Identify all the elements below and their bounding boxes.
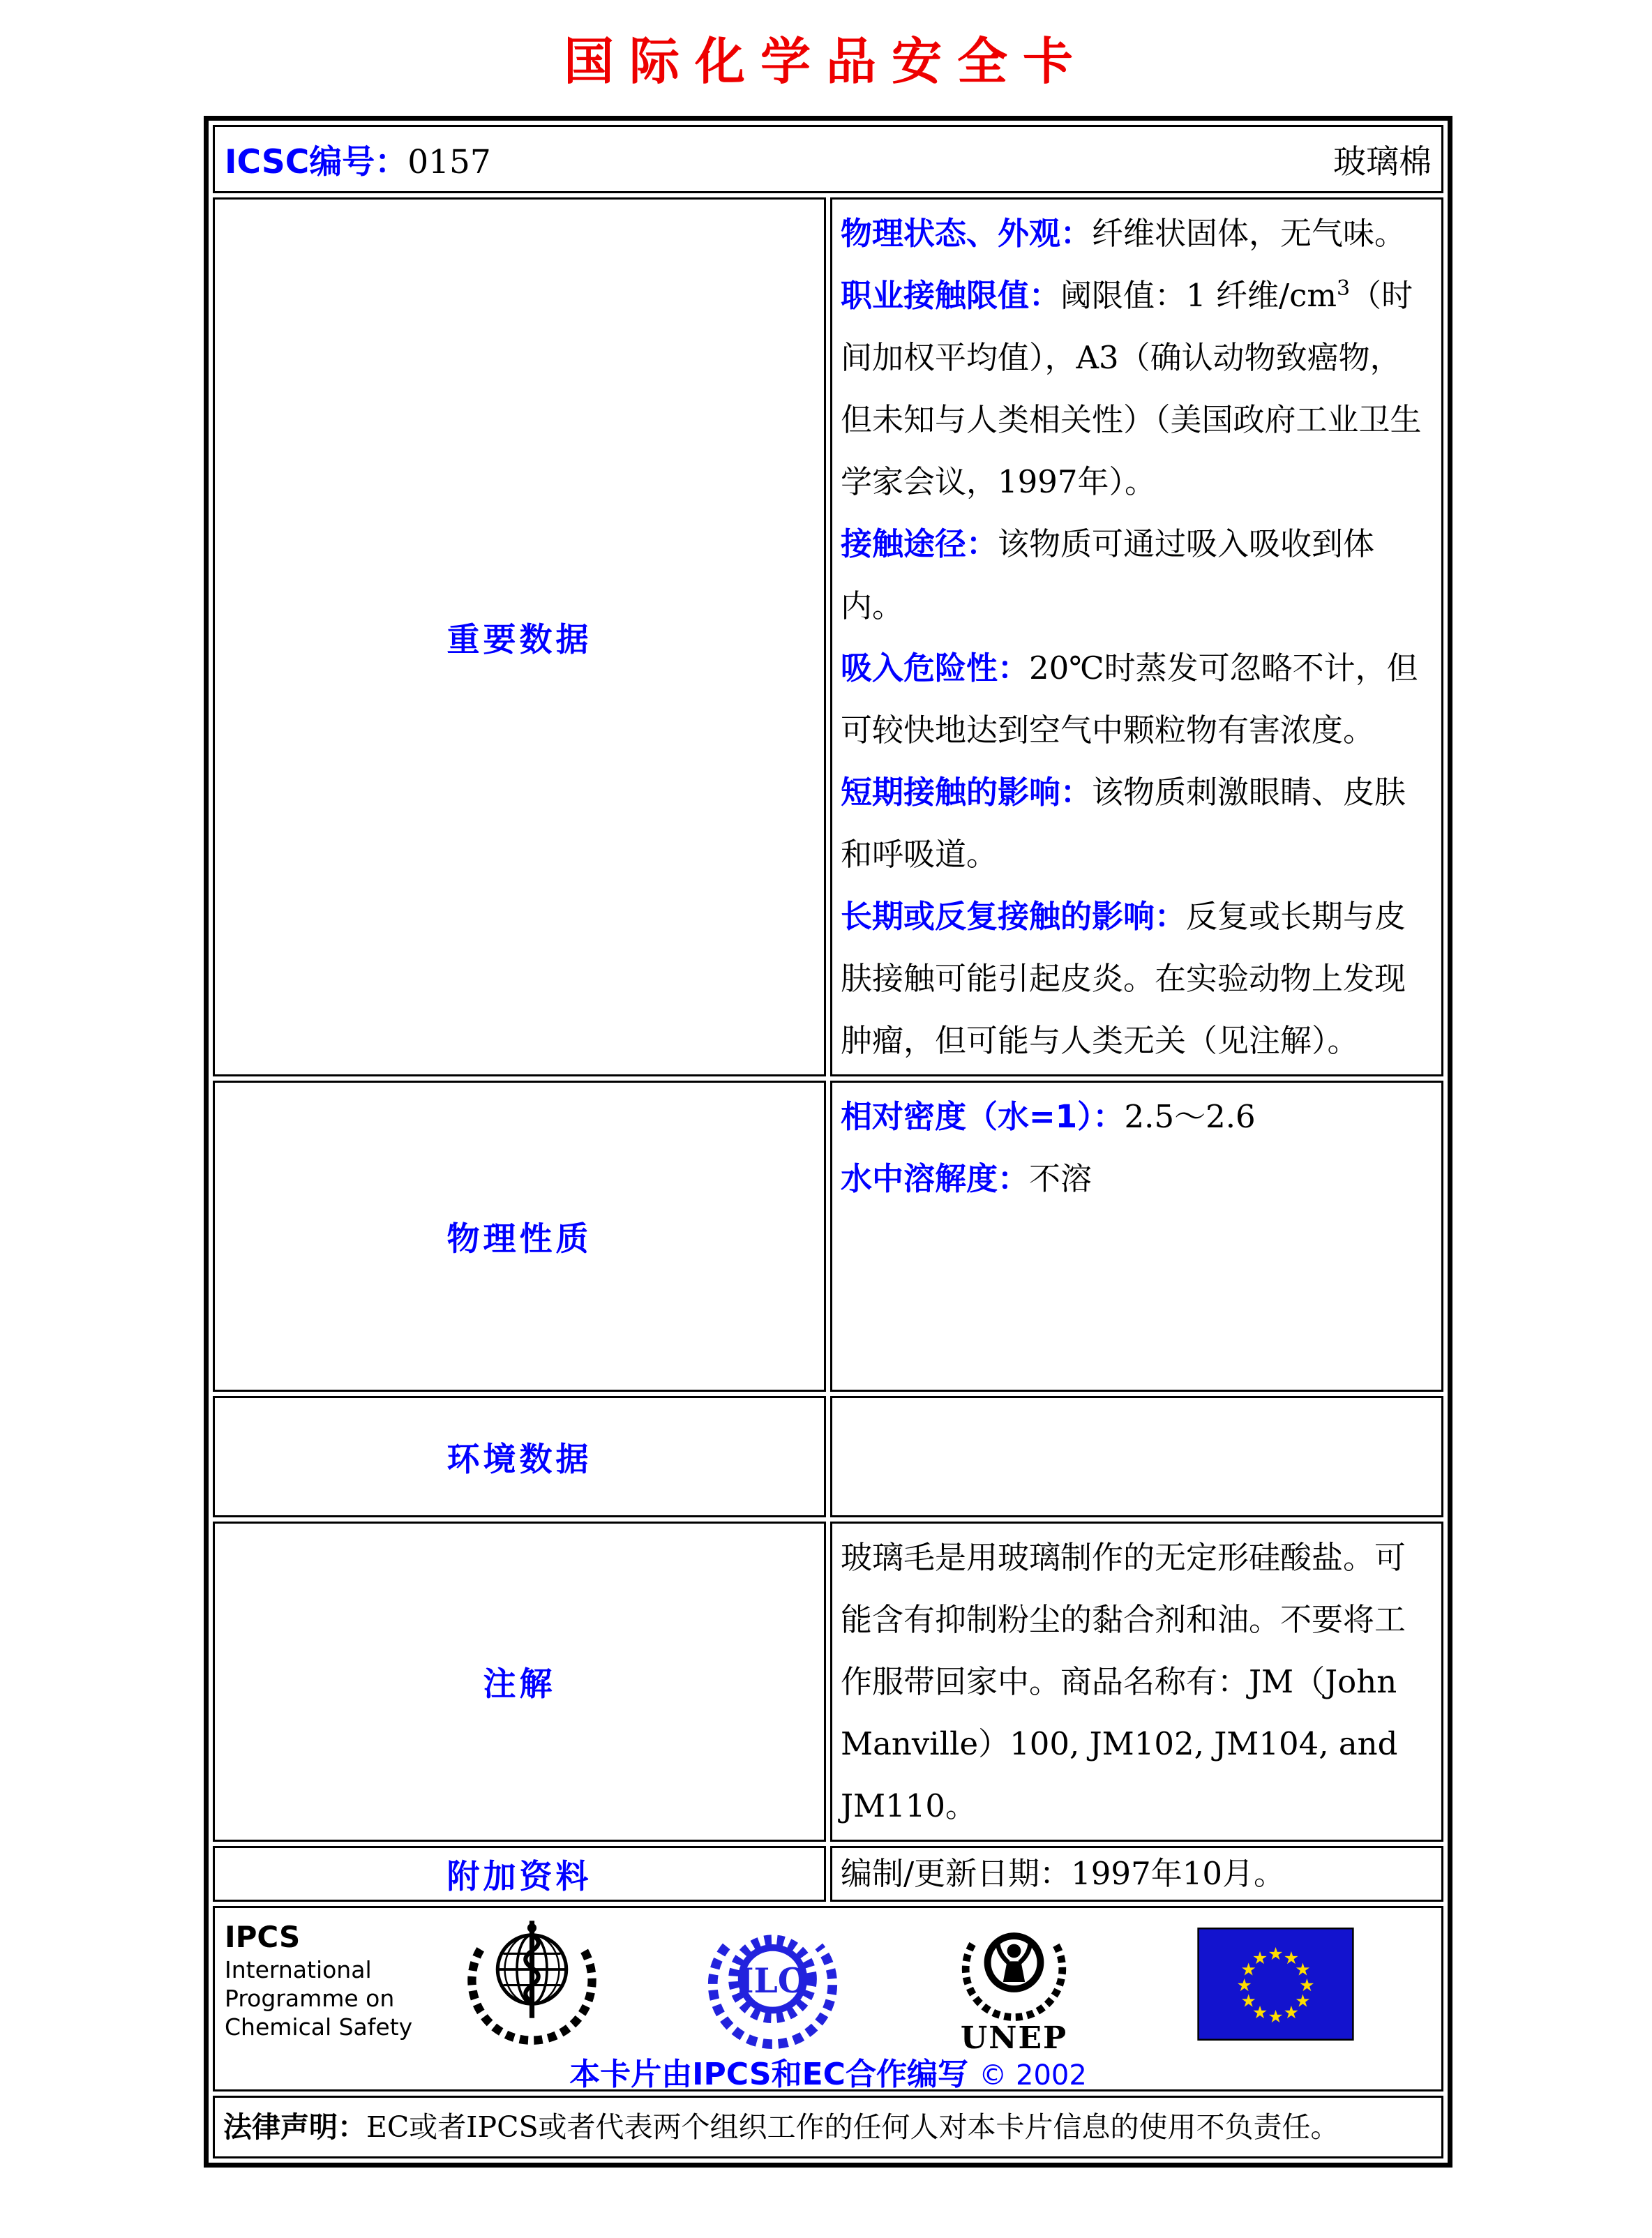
field-label: 接触途径： [841, 525, 998, 562]
superscript-3: 3 [1337, 276, 1351, 301]
notes-text: 玻璃毛是用玻璃制作的无定形硅酸盐。可能含有抑制粉尘的黏合剂和油。不要将工作服带回家中。商品名称有：JM（John Manville）100, JM102, JM104, and JM110。 [841, 1539, 1406, 1824]
update-date-label: 编制/更新日期： [841, 1855, 1072, 1892]
fact-short-term-effects [841, 761, 1430, 885]
notes-content [830, 1522, 1443, 1842]
important-data-row [213, 197, 1443, 1076]
field-value: 该物质刺激眼睛、皮肤和呼吸道。 [841, 774, 1406, 873]
logos-cell [213, 1906, 1443, 2091]
additional-info-content [830, 1846, 1443, 1902]
legal-row [213, 2096, 1443, 2158]
row-label-physical-properties: 物理性质 [213, 1081, 826, 1392]
field-label: 相对密度（水=1）： [841, 1098, 1125, 1135]
svg-text:★: ★ [1252, 1948, 1268, 1969]
field-label: 物理状态、外观： [841, 215, 1092, 252]
ipcs-subtitle-line: Programme on [225, 1985, 395, 2012]
copyright-text: © 2002 [979, 2059, 1087, 2091]
ipcs-acronym: IPCS [225, 1920, 301, 1954]
field-value: 纤维状固体，无气味。 [1092, 215, 1406, 252]
header-cell [213, 125, 1443, 193]
svg-text:★: ★ [1268, 2006, 1284, 2027]
svg-text:★: ★ [1295, 1959, 1311, 1980]
svg-text:★: ★ [1236, 1974, 1252, 1995]
svg-text:★: ★ [1295, 1990, 1311, 2011]
who-emblem-icon [460, 1912, 603, 2055]
unep-emblem-icon [956, 1916, 1072, 2032]
field-value: 反复或长期与皮肤接触可能引起皮炎。在实验动物上发现肿瘤，但可能与人类无关（见注解）。 [841, 898, 1406, 1059]
row-label-environmental-data: 环境数据 [213, 1396, 826, 1517]
row-label-notes: 注解 [213, 1522, 826, 1842]
svg-text:★: ★ [1240, 1990, 1256, 2011]
important-data-content [830, 197, 1443, 1076]
unep-logo-block [953, 1916, 1075, 2056]
fact-long-term-effects [841, 885, 1430, 1072]
cooperation-note [215, 2049, 1441, 2094]
legal-notice-label: 法律声明： [223, 2110, 366, 2144]
field-label: 职业接触限值： [841, 277, 1061, 314]
field-label: 吸入危险性： [841, 649, 1030, 686]
legal-notice-text: EC或者IPCS或者代表两个组织工作的任何人对本卡片信息的使用不负责任。 [366, 2110, 1339, 2144]
field-value: 20℃时蒸发可忽略不计，但可较快地达到空气中颗粒物有害浓度。 [841, 649, 1418, 749]
environmental-data-row [213, 1396, 1443, 1517]
icsc-card-table [204, 116, 1452, 2168]
fact-inhalation-risk [841, 637, 1430, 761]
fact-exposure-limits [841, 264, 1430, 513]
legal-cell [213, 2096, 1443, 2158]
svg-text:★: ★ [1252, 2002, 1268, 2022]
notes-row [213, 1522, 1443, 1842]
cooperation-text: 本卡片由IPCS和EC合作编写 [569, 2057, 968, 2092]
field-value-cont: （时间加权平均值），A3（确认动物致癌物，但未知与人类相关性）（美国政府工业卫生学家会议，1997年）。 [841, 277, 1422, 500]
environmental-data-content [830, 1396, 1443, 1517]
ilo-letters: ILO [737, 1961, 808, 2002]
svg-text:★: ★ [1268, 1944, 1284, 1965]
field-value: 2.5～2.6 [1124, 1098, 1256, 1135]
page-title: 国际化学品安全卡 [563, 31, 1088, 91]
ipcs-subtitle-line: International [225, 1956, 372, 1983]
fact-relative-density [841, 1086, 1430, 1148]
svg-text:★: ★ [1283, 2002, 1300, 2022]
fact-routes-of-exposure [841, 513, 1430, 637]
icsc-number-group [225, 136, 491, 183]
row-label-important-data: 重要数据 [213, 197, 826, 1076]
fact-physical-state [841, 202, 1430, 264]
header-row [213, 125, 1443, 193]
svg-text:★: ★ [1283, 1948, 1300, 1969]
field-value: 不溶 [1029, 1160, 1092, 1197]
ipcs-logo-block [225, 1919, 412, 2041]
logos-row [213, 1906, 1443, 2091]
field-value: 阈限值：1 纤维/cm [1060, 277, 1337, 314]
ilo-emblem-icon [705, 1916, 841, 2052]
field-value: 该物质可通过吸入吸收到体内。 [841, 525, 1375, 624]
fact-water-solubility [841, 1148, 1430, 1210]
update-date-value: 1997年10月。 [1071, 1855, 1285, 1892]
icsc-number-value: 0157 [407, 142, 491, 181]
icsc-number-label: ICSC编号： [225, 142, 408, 181]
field-label: 长期或反复接触的影响： [841, 898, 1187, 935]
row-label-additional-info: 附加资料 [213, 1846, 826, 1902]
field-label: 水中溶解度： [841, 1160, 1030, 1197]
chemical-name: 玻璃棉 [1333, 142, 1432, 181]
eu-flag-icon [1197, 1928, 1354, 2041]
additional-info-row [213, 1846, 1443, 1902]
field-label: 短期接触的影响： [841, 774, 1092, 811]
ipcs-subtitle-line: Chemical Safety [225, 2013, 413, 2041]
svg-text:★: ★ [1299, 1974, 1315, 1995]
physical-properties-content [830, 1081, 1443, 1392]
unep-caption: UNEP [960, 2020, 1068, 2056]
physical-properties-row [213, 1081, 1443, 1392]
svg-text:★: ★ [1240, 1959, 1256, 1980]
